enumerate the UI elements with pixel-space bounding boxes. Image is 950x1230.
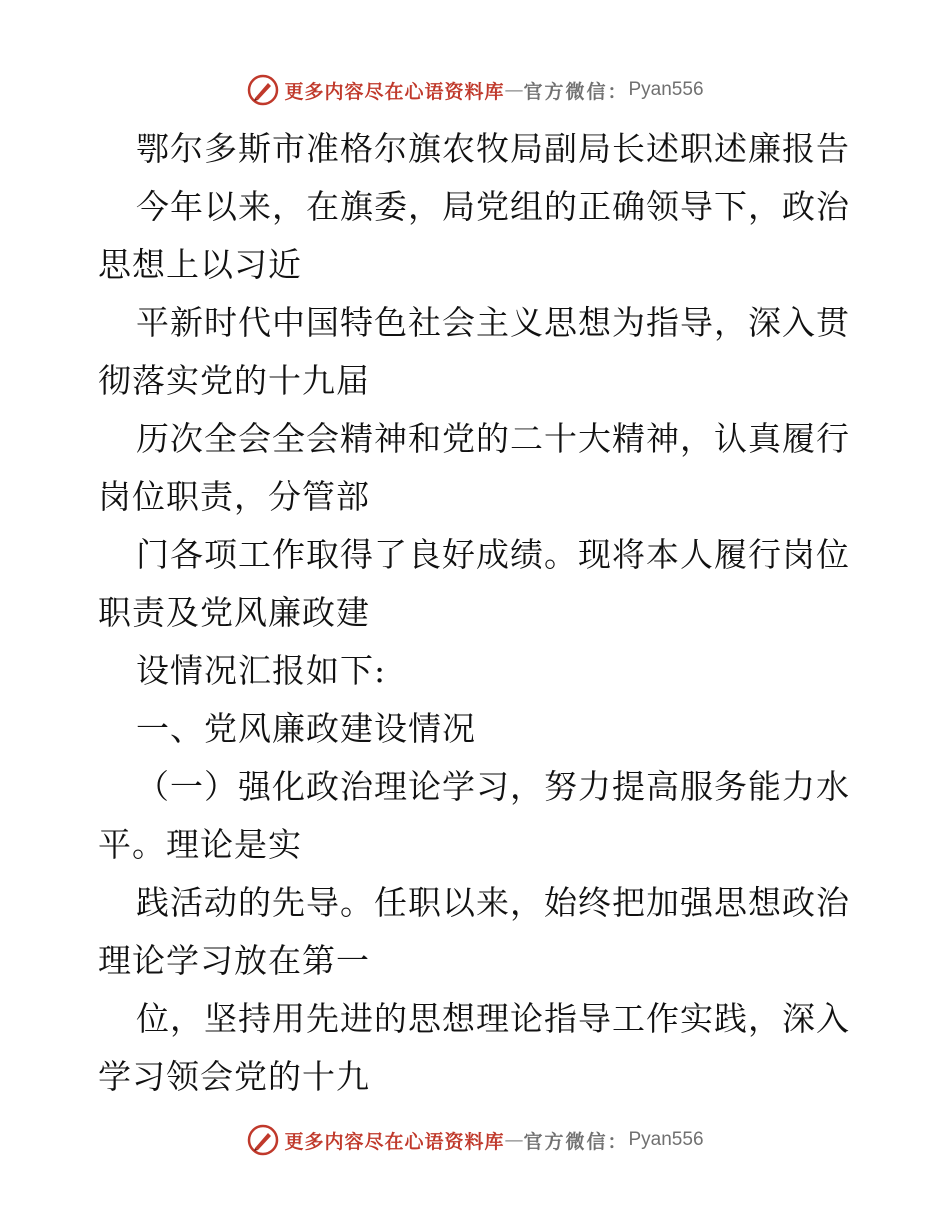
document-line: 践活动的先导。任职以来，始终把加强思想政治 — [136, 883, 850, 922]
banner-separator: — — [504, 79, 524, 101]
document-line: 岗位职责，分管部 — [98, 477, 370, 516]
document-line: 位，坚持用先进的思想理论指导工作实践，深入 — [136, 999, 850, 1038]
document-line: 彻落实党的十九届 — [98, 361, 370, 400]
banner-wechat-label: 官方微信： — [523, 1130, 629, 1153]
footer-banner — [0, 1120, 950, 1160]
pen-logo-icon — [246, 1123, 280, 1157]
document-line: 学习领会党的十九 — [98, 1057, 370, 1096]
document-line: 平。理论是实 — [98, 825, 302, 864]
document-line: 一、党风廉政建设情况 — [136, 709, 476, 748]
document-line: 思想上以习近 — [98, 245, 302, 284]
document-line: 设情况汇报如下: — [136, 651, 387, 690]
banner-red-text: 更多内容尽在心语资料库 — [284, 80, 505, 103]
banner-wechat-id: Pyan556 — [628, 1129, 704, 1150]
document-line: 职责及党风廉政建 — [98, 593, 370, 632]
banner-wechat-id: Pyan556 — [628, 79, 704, 100]
document-line: 平新时代中国特色社会主义思想为指导，深入贯 — [136, 303, 850, 342]
banner-wechat-label: 官方微信： — [523, 80, 629, 103]
header-banner — [0, 70, 950, 110]
pen-logo-icon — [246, 73, 280, 107]
document-line: 门各项工作取得了良好成绩。现将本人履行岗位 — [136, 535, 850, 574]
document-line: 理论学习放在第一 — [98, 941, 370, 980]
banner-red-text: 更多内容尽在心语资料库 — [284, 1130, 505, 1153]
banner-separator: — — [504, 1129, 524, 1151]
document-line: 历次全会全会精神和党的二十大精神，认真履行 — [136, 419, 850, 458]
document-line: 鄂尔多斯市准格尔旗农牧局副局长述职述廉报告 — [136, 129, 850, 168]
document-line: （一）强化政治理论学习，努力提高服务能力水 — [136, 767, 850, 806]
document-body — [98, 120, 858, 1106]
document-line: 今年以来，在旗委，局党组的正确领导下，政治 — [136, 187, 850, 226]
